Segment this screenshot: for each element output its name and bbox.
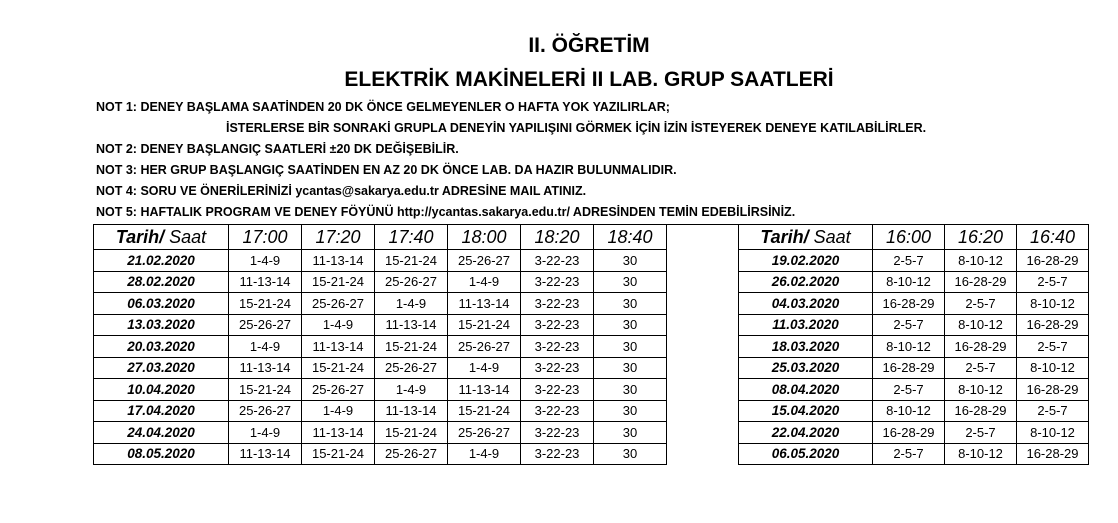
date-cell: 06.05.2020 <box>739 443 873 465</box>
group-cell: 25-26-27 <box>375 271 448 293</box>
group-cell: 8-10-12 <box>1017 357 1089 379</box>
group-cell: 25-26-27 <box>375 357 448 379</box>
group-cell: 16-28-29 <box>1017 314 1089 336</box>
group-cell: 2-5-7 <box>1017 400 1089 422</box>
group-cell: 16-28-29 <box>945 336 1017 358</box>
group-cell: 11-13-14 <box>375 314 448 336</box>
group-cell: 11-13-14 <box>229 443 302 465</box>
group-cell: 16-28-29 <box>873 422 945 444</box>
header-tarih-saat-left <box>94 225 229 250</box>
note-3: NOT 3: HER GRUP BAŞLANGIÇ SAATİNDEN EN AZ 20 DK ÖNCE LAB. DA HAZIR BULUNMALIDIR. <box>96 163 677 177</box>
group-cell: 30 <box>594 336 667 358</box>
table-row <box>94 357 1089 379</box>
note-5: NOT 5: HAFTALIK PROGRAM VE DENEY FÖYÜNÜ http://ycantas.sakarya.edu.tr/ ADRESİNDEN TEMİN EDEBİLİRSİNİZ. <box>96 205 796 219</box>
date-cell: 10.04.2020 <box>94 379 229 401</box>
date-cell: 21.02.2020 <box>94 250 229 272</box>
group-cell: 1-4-9 <box>229 422 302 444</box>
group-cell: 1-4-9 <box>302 400 375 422</box>
group-cell: 11-13-14 <box>302 336 375 358</box>
group-cell: 15-21-24 <box>229 293 302 315</box>
group-cell: 15-21-24 <box>229 379 302 401</box>
table-body <box>94 250 1089 465</box>
group-cell: 1-4-9 <box>375 293 448 315</box>
group-cell: 30 <box>594 250 667 272</box>
table-row <box>94 336 1089 358</box>
date-cell: 28.02.2020 <box>94 271 229 293</box>
page-subtitle: ELEKTRİK MAKİNELERİ II LAB. GRUP SAATLERİ <box>344 68 834 91</box>
spacer-cell <box>667 225 739 250</box>
group-cell: 2-5-7 <box>945 293 1017 315</box>
group-cell: 11-13-14 <box>229 357 302 379</box>
group-cell: 2-5-7 <box>873 379 945 401</box>
group-cell: 1-4-9 <box>229 250 302 272</box>
group-cell: 16-28-29 <box>945 400 1017 422</box>
table-row <box>94 250 1089 272</box>
group-cell: 2-5-7 <box>873 250 945 272</box>
group-cell: 3-22-23 <box>521 400 594 422</box>
date-cell: 06.03.2020 <box>94 293 229 315</box>
group-cell: 3-22-23 <box>521 336 594 358</box>
group-cell: 2-5-7 <box>873 443 945 465</box>
group-cell: 30 <box>594 422 667 444</box>
spacer-cell <box>667 400 739 422</box>
group-cell: 11-13-14 <box>229 271 302 293</box>
group-cell: 25-26-27 <box>302 379 375 401</box>
group-cell: 15-21-24 <box>448 314 521 336</box>
date-cell: 17.04.2020 <box>94 400 229 422</box>
date-cell: 20.03.2020 <box>94 336 229 358</box>
group-cell: 3-22-23 <box>521 422 594 444</box>
group-cell: 25-26-27 <box>302 293 375 315</box>
group-cell: 30 <box>594 379 667 401</box>
header-time: 16:00 <box>873 225 945 250</box>
date-cell: 26.02.2020 <box>739 271 873 293</box>
header-tarih-label: Tarih/ <box>760 226 809 247</box>
group-cell: 25-26-27 <box>375 443 448 465</box>
date-cell: 08.04.2020 <box>739 379 873 401</box>
group-cell: 15-21-24 <box>448 400 521 422</box>
date-cell: 25.03.2020 <box>739 357 873 379</box>
table-row <box>94 293 1089 315</box>
group-cell: 11-13-14 <box>375 400 448 422</box>
group-cell: 30 <box>594 400 667 422</box>
group-cell: 15-21-24 <box>375 336 448 358</box>
group-cell: 25-26-27 <box>448 422 521 444</box>
header-tarih-saat-right <box>739 225 873 250</box>
group-cell: 30 <box>594 293 667 315</box>
date-cell: 27.03.2020 <box>94 357 229 379</box>
group-cell: 3-22-23 <box>521 357 594 379</box>
group-cell: 25-26-27 <box>448 250 521 272</box>
group-cell: 25-26-27 <box>229 400 302 422</box>
header-time: 16:20 <box>945 225 1017 250</box>
spacer-cell <box>667 357 739 379</box>
page-title: II. ÖĞRETİM <box>528 34 650 57</box>
table-row <box>94 400 1089 422</box>
header-time: 18:00 <box>448 225 521 250</box>
group-cell: 8-10-12 <box>945 379 1017 401</box>
group-cell: 16-28-29 <box>873 293 945 315</box>
group-cell: 30 <box>594 443 667 465</box>
table-row <box>94 443 1089 465</box>
note-4: NOT 4: SORU VE ÖNERİLERİNİZİ ycantas@sakarya.edu.tr ADRESİNE MAIL ATINIZ. <box>96 184 587 198</box>
header-time: 17:40 <box>375 225 448 250</box>
group-cell: 11-13-14 <box>448 379 521 401</box>
group-cell: 8-10-12 <box>945 314 1017 336</box>
date-cell: 22.04.2020 <box>739 422 873 444</box>
group-cell: 15-21-24 <box>375 422 448 444</box>
group-cell: 3-22-23 <box>521 314 594 336</box>
group-cell: 2-5-7 <box>1017 336 1089 358</box>
group-cell: 2-5-7 <box>1017 271 1089 293</box>
group-cell: 2-5-7 <box>873 314 945 336</box>
group-cell: 1-4-9 <box>448 271 521 293</box>
group-cell: 2-5-7 <box>945 422 1017 444</box>
group-cell: 15-21-24 <box>375 250 448 272</box>
spacer-cell <box>667 293 739 315</box>
group-cell: 8-10-12 <box>945 443 1017 465</box>
group-cell: 15-21-24 <box>302 357 375 379</box>
date-cell: 19.02.2020 <box>739 250 873 272</box>
group-cell: 1-4-9 <box>302 314 375 336</box>
spacer-cell <box>667 422 739 444</box>
group-cell: 8-10-12 <box>873 336 945 358</box>
group-cell: 16-28-29 <box>1017 250 1089 272</box>
group-cell: 11-13-14 <box>302 422 375 444</box>
table-row <box>94 314 1089 336</box>
header-time: 17:00 <box>229 225 302 250</box>
note-2: NOT 2: DENEY BAŞLANGIÇ SAATLERİ ±20 DK DEĞİŞEBİLİR. <box>96 142 459 156</box>
header-time: 17:20 <box>302 225 375 250</box>
group-cell: 16-28-29 <box>1017 443 1089 465</box>
group-cell: 25-26-27 <box>448 336 521 358</box>
group-cell: 2-5-7 <box>945 357 1017 379</box>
spacer-cell <box>667 379 739 401</box>
group-cell: 8-10-12 <box>945 250 1017 272</box>
group-cell: 16-28-29 <box>873 357 945 379</box>
group-cell: 16-28-29 <box>945 271 1017 293</box>
group-cell: 1-4-9 <box>229 336 302 358</box>
group-cell: 3-22-23 <box>521 443 594 465</box>
spacer-cell <box>667 336 739 358</box>
schedule-table <box>93 224 1089 465</box>
date-cell: 08.05.2020 <box>94 443 229 465</box>
spacer-cell <box>667 271 739 293</box>
table-header-row <box>94 225 1089 250</box>
date-cell: 13.03.2020 <box>94 314 229 336</box>
table-row <box>94 379 1089 401</box>
group-cell: 8-10-12 <box>1017 293 1089 315</box>
group-cell: 11-13-14 <box>302 250 375 272</box>
group-cell: 3-22-23 <box>521 293 594 315</box>
group-cell: 30 <box>594 357 667 379</box>
header-saat-label: Saat <box>164 226 207 247</box>
date-cell: 11.03.2020 <box>739 314 873 336</box>
group-cell: 1-4-9 <box>375 379 448 401</box>
group-cell: 1-4-9 <box>448 443 521 465</box>
group-cell: 30 <box>594 271 667 293</box>
table-row <box>94 271 1089 293</box>
group-cell: 15-21-24 <box>302 443 375 465</box>
header-saat-label: Saat <box>808 226 851 247</box>
note-1-continued: İSTERLERSE BİR SONRAKİ GRUPLA DENEYİN YAPILIŞINI GÖRMEK İÇİN İZİN İSTEYEREK DENEYE KATILABİLİRLER. <box>226 121 927 135</box>
group-cell: 16-28-29 <box>1017 379 1089 401</box>
spacer-cell <box>667 250 739 272</box>
group-cell: 3-22-23 <box>521 271 594 293</box>
group-cell: 11-13-14 <box>448 293 521 315</box>
group-cell: 8-10-12 <box>873 400 945 422</box>
group-cell: 8-10-12 <box>1017 422 1089 444</box>
group-cell: 3-22-23 <box>521 379 594 401</box>
date-cell: 18.03.2020 <box>739 336 873 358</box>
header-tarih-label: Tarih/ <box>115 226 165 247</box>
table-row <box>94 422 1089 444</box>
spacer-cell <box>667 314 739 336</box>
group-cell: 3-22-23 <box>521 250 594 272</box>
date-cell: 04.03.2020 <box>739 293 873 315</box>
header-time: 18:40 <box>594 225 667 250</box>
header-time: 16:40 <box>1017 225 1089 250</box>
group-cell: 8-10-12 <box>873 271 945 293</box>
group-cell: 25-26-27 <box>229 314 302 336</box>
spacer-cell <box>667 443 739 465</box>
group-cell: 30 <box>594 314 667 336</box>
date-cell: 15.04.2020 <box>739 400 873 422</box>
note-1: NOT 1: DENEY BAŞLAMA SAATİNDEN 20 DK ÖNCE GELMEYENLER O HAFTA YOK YAZILIRLAR; <box>96 100 670 114</box>
group-cell: 1-4-9 <box>448 357 521 379</box>
date-cell: 24.04.2020 <box>94 422 229 444</box>
header-time: 18:20 <box>521 225 594 250</box>
group-cell: 15-21-24 <box>302 271 375 293</box>
